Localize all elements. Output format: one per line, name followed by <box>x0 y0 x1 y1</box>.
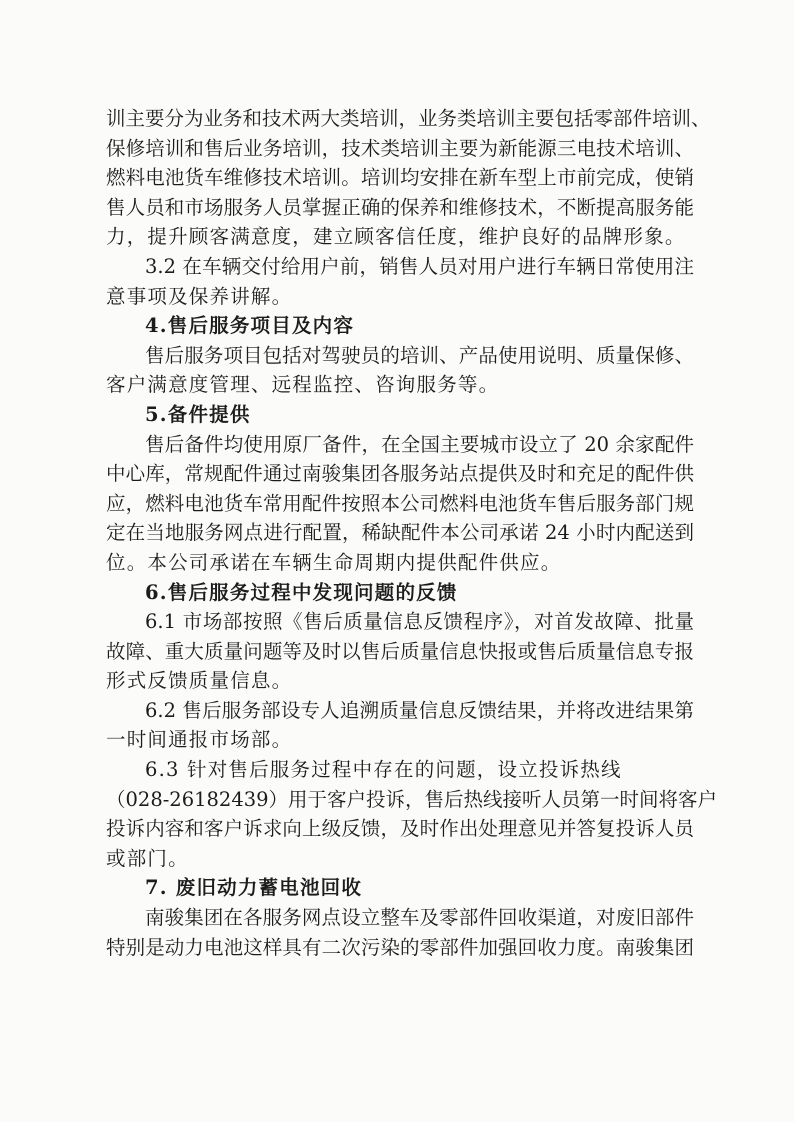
section-heading: 4.售后服务项目及内容 <box>145 314 355 338</box>
paragraph-line: 售后服务项目包括对驾驶员的培训、产品使用说明、质量保修、 <box>145 343 694 367</box>
paragraph-line: 南骏集团在各服务网点设立整车及零部件回收渠道，对废旧部件 <box>145 906 694 930</box>
paragraph-line: 售后备件均使用原厂备件，在全国主要城市设立了 20 余家配件 <box>145 432 694 456</box>
paragraph-line: 售人员和市场服务人员掌握正确的保养和维修技术，不断提高服务能 <box>106 195 694 219</box>
paragraph-line: 3.2 在车辆交付给用户前，销售人员对用户进行车辆日常使用注 <box>145 254 694 278</box>
paragraph-line: 位。本公司承诺在车辆生命周期内提供配件供应。 <box>106 550 562 574</box>
paragraph-line: 6.3 针对售后服务过程中存在的问题，设立投诉热线 <box>145 758 622 782</box>
paragraph-line: 力，提升顾客满意度，建立顾客信任度，维护良好的品牌形象。 <box>106 225 686 249</box>
paragraph-line: （028-26182439）用于客户投诉，售后热线接听人员第一时间将客户 <box>106 787 718 811</box>
paragraph-line: 6.1 市场部按照《售后质量信息反馈程序》，对首发故障、批量 <box>145 610 694 634</box>
paragraph-line: 投诉内容和客户诉求向上级反馈，及时作出处理意见并答复投诉人员 <box>106 817 694 841</box>
paragraph-line: 客户满意度管理、远程监控、咨询服务等。 <box>106 373 500 397</box>
paragraph-line: 应，燃料电池货车常用配件按照本公司燃料电池货车售后服务部门规 <box>106 491 694 515</box>
paragraph-line: 一时间通报市场部。 <box>106 728 293 752</box>
paragraph-line: 中心库，常规配件通过南骏集团各服务站点提供及时和充足的配件供 <box>106 462 694 486</box>
paragraph-line: 定在当地服务网点进行配置，稀缺配件本公司承诺 24 小时内配送到 <box>106 521 694 545</box>
paragraph-line: 故障、重大质量问题等及时以售后质量信息快报或售后质量信息专报 <box>106 639 694 663</box>
paragraph-line: 特别是动力电池这样具有二次污染的零部件加强回收力度。南骏集团 <box>106 935 694 959</box>
document-body <box>106 104 718 962</box>
section-heading: 7. 废旧动力蓄电池回收 <box>145 876 363 900</box>
paragraph-line: 保修培训和售后业务培训，技术类培训主要为新能源三电技术培训、 <box>106 136 694 160</box>
paragraph-line: 训主要分为业务和技术两大类培训，业务类培训主要包括零部件培训、 <box>106 107 711 130</box>
section-heading: 5.备件提供 <box>145 402 251 426</box>
paragraph-line: 或部门。 <box>106 846 189 870</box>
paragraph-line: 燃料电池货车维修技术培训。培训均安排在新车型上市前完成，使销 <box>106 166 694 190</box>
paragraph-line: 6.2 售后服务部设专人追溯质量信息反馈结果，并将改进结果第 <box>145 698 694 722</box>
paragraph-line: 意事项及保养讲解。 <box>106 284 293 308</box>
section-heading: 6.售后服务过程中发现问题的反馈 <box>145 580 458 604</box>
paragraph-line: 形式反馈质量信息。 <box>106 669 293 693</box>
